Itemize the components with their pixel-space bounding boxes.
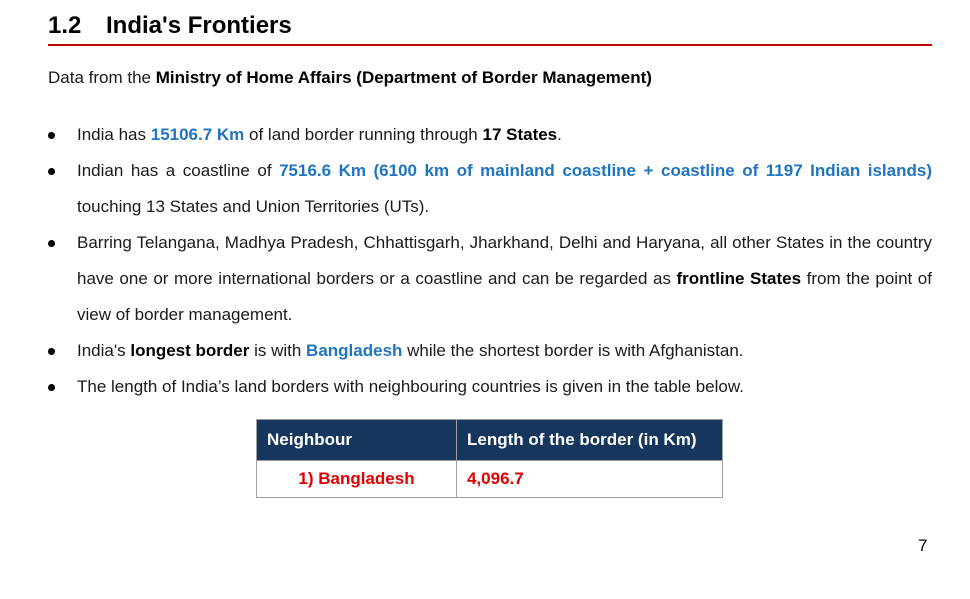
- data-source-line: [48, 66, 652, 90]
- list-item: India's longest border is with Bangladesh while the shortest border is with Afghanistan.: [48, 333, 932, 369]
- land-border-length: 15106.7 Km: [150, 125, 245, 144]
- neighbour-cell: 1) Bangladesh: [257, 461, 457, 498]
- bullet-icon: [48, 240, 55, 247]
- page-number: 7: [918, 536, 928, 555]
- border-length-table: [256, 419, 723, 498]
- section-title: India's Frontiers: [106, 12, 292, 39]
- table-header-row: [257, 420, 723, 461]
- column-header-length: Length of the border (in Km): [457, 420, 723, 461]
- section-heading: [48, 8, 932, 46]
- length-cell: 4,096.7: [457, 461, 723, 498]
- coastline-length: 7516.6 Km (6100 km of mainland coastline + coastline of 1197 Indian islands): [279, 161, 932, 180]
- bullet-icon: [48, 348, 55, 355]
- bullet-icon: [48, 132, 55, 139]
- facts-list: [48, 117, 932, 405]
- section-number: 1.2: [48, 12, 82, 39]
- list-item: Barring Telangana, Madhya Pradesh, Chhattisgarh, Jharkhand, Delhi and Haryana, all other States in the country have one or more international borders or a coastline and can be regarded as frontline States from the point of view of border management.: [48, 225, 932, 333]
- frontline-states: frontline States: [676, 269, 802, 288]
- bullet-icon: [48, 168, 55, 175]
- column-header-neighbour: Neighbour: [257, 420, 457, 461]
- source-prefix: Data from the: [48, 68, 156, 87]
- states-count: 17 States: [482, 125, 558, 144]
- list-item: The length of India’s land borders with neighbouring countries is given in the table below.: [48, 369, 932, 405]
- longest-border: longest border: [130, 341, 250, 360]
- list-item: India has 15106.7 Km of land border running through 17 States.: [48, 117, 932, 153]
- table-row: [257, 461, 723, 498]
- bullet-icon: [48, 384, 55, 391]
- list-item: Indian has a coastline of 7516.6 Km (6100 km of mainland coastline + coastline of 1197 Indian islands) touching 13 States and Union Territories (UTs).: [48, 153, 932, 225]
- source-name: Ministry of Home Affairs (Department of Border Management): [155, 68, 652, 87]
- longest-border-country: Bangladesh: [306, 341, 403, 360]
